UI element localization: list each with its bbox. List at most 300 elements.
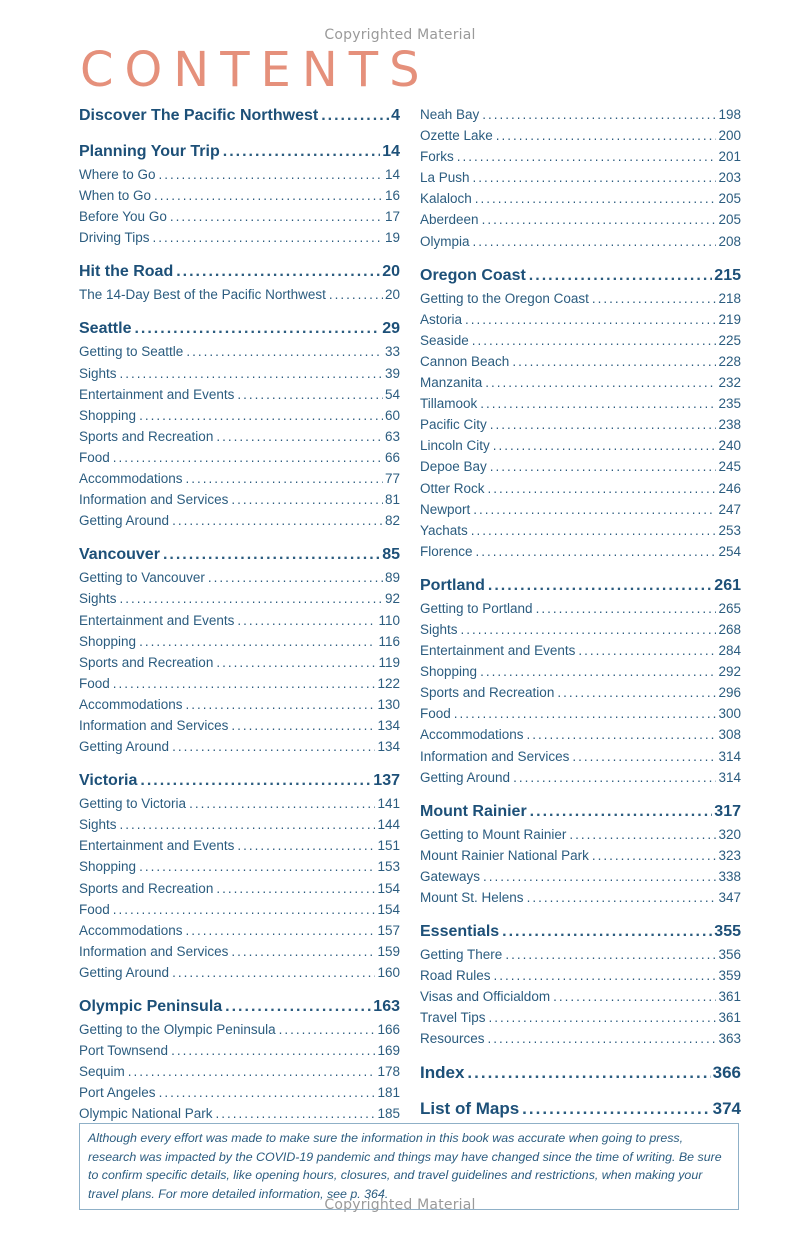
toc-entry-olympic-national-park[interactable] [79,1103,400,1124]
toc-label: Shopping [79,859,137,875]
toc-entry-newport[interactable] [420,499,741,520]
toc-section [79,543,400,757]
toc-page-number: 308 [718,727,741,743]
dot-leader [482,104,716,125]
toc-label: Essentials [420,923,500,941]
dot-leader [480,661,716,682]
toc-page-number: 338 [718,868,741,884]
toc-page-number: 4 [391,107,400,124]
dot-leader [476,541,717,562]
toc-page-number: 66 [384,449,400,465]
toc-entry-forks[interactable] [420,146,741,167]
toc-entry-sights[interactable] [420,619,741,640]
dot-leader [465,309,716,330]
toc-label: Manzanita [420,375,483,391]
toc-entry-sports-and-recreation[interactable] [79,878,400,899]
dot-leader [134,317,380,341]
toc-label: Depoe Bay [420,459,487,475]
dot-leader [223,140,380,164]
toc-entry-travel-tips[interactable] [420,1007,741,1028]
dot-leader [502,920,712,944]
toc-entry-sports-and-recreation[interactable] [79,426,400,447]
toc-label: Olympia [420,233,470,249]
dot-leader [505,944,716,965]
toc-label: La Push [420,170,470,186]
toc-page-number: 157 [377,922,400,938]
section-gap [420,562,741,574]
toc-page-number: 89 [384,570,400,586]
toc-entry-florence[interactable] [420,541,741,562]
toc-label: Tillamook [420,396,478,412]
toc-entry-where-to-go[interactable] [79,164,400,185]
toc-page-number: 219 [718,311,741,327]
toc-entry-information-and-services[interactable] [79,715,400,736]
dot-leader [216,652,376,673]
dot-leader [139,405,383,426]
toc-label: Getting to Mount Rainier [420,826,567,842]
toc-label: Mount Rainier National Park [420,847,589,863]
toc-entry-food[interactable] [79,899,400,920]
toc-label: Seattle [79,320,132,338]
toc-page-number: 347 [718,890,741,905]
toc-label: Florence [420,543,473,559]
toc-page-number: 82 [384,513,400,529]
toc-label: Sights [79,591,117,607]
toc-right-column [420,104,741,1122]
toc-entry-food[interactable] [79,447,400,468]
toc-page-number: 228 [718,353,741,369]
dot-leader [172,736,375,757]
toc-label: Victoria [79,772,138,790]
dot-leader [473,167,717,188]
toc-heading-victoria[interactable] [79,769,400,793]
toc-entry-getting-to-the-oregon-coast[interactable] [420,288,741,309]
toc-entry-neah-bay[interactable] [420,104,741,125]
section-gap [79,757,400,769]
toc-label: Information and Services [420,748,570,764]
watermark-top: Copyrighted Material [324,27,476,43]
toc-page-number: 29 [382,320,400,338]
toc-entry-depoe-bay[interactable] [420,456,741,477]
dot-leader [139,856,375,877]
toc-entry-entertainment-and-events[interactable] [79,610,400,631]
toc-entry-sights[interactable] [79,588,400,609]
toc-entry-shopping[interactable] [79,405,400,426]
toc-entry-information-and-services[interactable] [79,941,400,962]
toc-label: Shopping [79,633,137,649]
toc-page-number: 355 [714,923,741,941]
toc-label: List of Maps [420,1098,520,1118]
toc-page-number: 33 [384,344,400,360]
toc-page-number: 144 [377,817,400,833]
toc-label: The 14-Day Best of the Pacific Northwest [79,287,326,303]
toc-label: Neah Bay [420,107,480,122]
toc-page-number: 14 [382,143,400,160]
toc-label: Cannon Beach [420,353,510,369]
dot-leader [154,185,383,206]
toc-section [420,574,741,788]
toc-entry-sports-and-recreation[interactable] [79,652,400,673]
dot-leader [493,435,717,456]
toc-label: Sports and Recreation [79,428,214,444]
toc-entry-getting-to-vancouver[interactable] [79,567,400,588]
toc-entry-getting-to-seattle[interactable] [79,341,400,362]
toc-page-number: 63 [384,428,400,444]
dot-leader [473,231,717,252]
toc-heading-index[interactable] [420,1060,741,1086]
toc-entry-shopping[interactable] [79,631,400,652]
toc-page-number: 284 [718,643,741,659]
dot-leader [140,769,371,793]
dot-leader [490,414,717,435]
dot-leader [513,767,716,788]
dot-leader [159,1082,376,1103]
toc-page-number: 81 [384,492,400,508]
dot-leader [472,330,717,351]
toc-heading-mount-rainier[interactable] [420,800,741,824]
toc-entry-getting-to-victoria[interactable] [79,793,400,814]
toc-label: Forks [420,149,454,165]
toc-page-number: 218 [718,290,741,306]
toc-entry-shopping[interactable] [420,661,741,682]
dot-leader [171,1040,375,1061]
toc-heading-hit-the-road[interactable] [79,260,400,284]
toc-entry-port-townsend[interactable] [79,1040,400,1061]
toc-heading-planning-your-trip[interactable] [79,140,400,164]
toc-entry-accommodations[interactable] [79,694,400,715]
toc-entry-manzanita[interactable] [420,372,741,393]
section-gap [420,908,741,920]
toc-label: Getting to the Oregon Coast [420,290,589,306]
toc-label: Yachats [420,522,468,538]
toc-label: Shopping [79,407,137,423]
toc-page-number: 14 [384,167,400,182]
toc-entry-getting-around[interactable] [79,736,400,757]
disclaimer-note: Although every effort was made to make sure the information in this book was accurate when going to press, research was impacted by the COVID-19 pandemic and things may have changed since the time of writing. Be sure to confirm specific details, like opening hours, closures, and travel guidelines and restrictions, when making your travel plans. For more detailed information, see p. 364. [79,1123,739,1210]
toc-label: Information and Services [79,492,229,508]
toc-section [420,1096,741,1122]
dot-leader [216,878,375,899]
toc-page-number: 185 [377,1106,400,1122]
toc-entry-yachats[interactable] [420,520,741,541]
dot-leader [231,489,383,510]
toc-section [420,104,741,252]
dot-leader [186,920,376,941]
section-gap [79,128,400,140]
toc-entry-food[interactable] [79,673,400,694]
dot-leader [216,426,383,447]
dot-leader [128,1061,376,1082]
toc-label: Mount Rainier [420,802,527,820]
dot-leader [153,227,383,248]
dot-leader [329,284,383,305]
dot-leader [139,631,376,652]
dot-leader [120,363,383,384]
toc-label: Getting to Victoria [79,796,187,812]
toc-label: Kalaloch [420,191,472,207]
dot-leader [208,567,383,588]
dot-leader [231,941,375,962]
toc-heading-vancouver[interactable] [79,543,400,567]
toc-heading-essentials[interactable] [420,920,741,944]
dot-leader [489,1007,717,1028]
dot-leader [473,499,716,520]
toc-entry-before-you-go[interactable] [79,206,400,227]
toc-entry-seaside[interactable] [420,330,741,351]
toc-entry-accommodations[interactable] [420,724,741,745]
section-gap [420,788,741,800]
toc-heading-portland[interactable] [420,574,741,598]
toc-label: Resources [420,1031,485,1047]
toc-page-number: 201 [718,149,741,165]
toc-heading-olympic-peninsula[interactable] [79,995,400,1019]
toc-page-number: 19 [384,230,400,246]
toc-page-number: 225 [718,332,741,348]
toc-page-number: 119 [378,654,400,670]
dot-leader [490,456,717,477]
toc-page-number: 203 [718,170,741,186]
toc-label: Entertainment and Events [79,612,235,628]
toc-page-number: 240 [718,438,741,454]
toc-entry-lincoln-city[interactable] [420,435,741,456]
toc-entry-getting-there[interactable] [420,944,741,965]
toc-entry-kalaloch[interactable] [420,188,741,209]
toc-entry-food[interactable] [420,703,741,724]
toc-entry-olympia[interactable] [420,231,741,252]
toc-page-number: 200 [718,128,741,144]
toc-label: Ozette Lake [420,128,493,144]
toc-entry-sights[interactable] [79,814,400,835]
toc-entry-mount-st-helens[interactable] [420,887,741,908]
toc-page-number: 178 [377,1064,400,1080]
toc-entry-sights[interactable] [79,363,400,384]
toc-entry-la-push[interactable] [420,167,741,188]
toc-page-number: 253 [718,522,741,538]
toc-label: When to Go [79,188,152,204]
toc-page-number: 151 [377,838,400,854]
dot-leader [512,351,716,372]
toc-page-number: 205 [718,191,741,207]
toc-entry-shopping[interactable] [79,856,400,877]
toc-label: Visas and Officialdom [420,989,551,1005]
dot-leader [457,146,717,167]
toc-page-number: 20 [384,287,400,303]
section-gap [79,531,400,543]
dot-leader [475,188,717,209]
toc-entry-entertainment-and-events[interactable] [420,640,741,661]
toc-section [79,317,400,531]
toc-page-number: 235 [718,396,741,412]
dot-leader [471,520,717,541]
toc-label: Discover The Pacific Northwest [79,107,319,124]
toc-entry-cannon-beach[interactable] [420,351,741,372]
toc-page-number: 122 [377,675,400,691]
dot-leader [529,264,713,288]
toc-label: Port Angeles [79,1085,156,1101]
toc-page-number: 366 [712,1062,741,1082]
toc-label: Sights [79,817,117,833]
toc-label: Sports and Recreation [420,685,555,701]
dot-leader [163,543,380,567]
toc-label: Seaside [420,332,469,348]
toc-page-number: 363 [718,1031,741,1047]
toc-label: Sights [79,365,117,381]
toc-page-number: 20 [382,263,400,281]
dot-leader [231,715,375,736]
toc-entry-tillamook[interactable] [420,393,741,414]
toc-entry-resources[interactable] [420,1028,741,1049]
toc-label: Shopping [420,664,478,680]
toc-entry-driving-tips[interactable] [79,227,400,248]
dot-leader [488,478,717,499]
toc-entry-astoria[interactable] [420,309,741,330]
toc-label: Accommodations [79,696,183,712]
dot-leader [496,125,717,146]
toc-label: Getting There [420,947,503,963]
toc-entry-entertainment-and-events[interactable] [79,384,400,405]
toc-entry-road-rules[interactable] [420,965,741,986]
toc-entry-visas-and-officialdom[interactable] [420,986,741,1007]
watermark-bottom: Copyrighted Material [324,1197,476,1213]
toc-page-number: 314 [718,769,741,785]
toc-entry-getting-to-portland[interactable] [420,598,741,619]
toc-label: Food [79,449,110,465]
toc-heading-seattle[interactable] [79,317,400,341]
dot-leader [120,588,383,609]
section-gap [420,1050,741,1060]
dot-leader [557,682,716,703]
toc-entry-mount-rainier-national-park[interactable] [420,845,741,866]
toc-entry-gateways[interactable] [420,866,741,887]
toc-entry-getting-to-mount-rainier[interactable] [420,824,741,845]
toc-entry-pacific-city[interactable] [420,414,741,435]
toc-label: Entertainment and Events [79,838,235,854]
toc-section [79,104,400,128]
toc-page-number: 160 [377,964,400,980]
dot-leader [172,962,375,983]
toc-label: Food [79,901,110,917]
toc-section [79,140,400,248]
toc-page-number: 39 [384,365,400,381]
dot-leader [237,610,376,631]
toc-label: Astoria [420,311,463,327]
toc-heading-list-of-maps[interactable] [420,1096,741,1122]
dot-leader [159,164,383,185]
toc-entry-sports-and-recreation[interactable] [420,682,741,703]
toc-entry-aberdeen[interactable] [420,209,741,230]
dot-leader [553,986,716,1007]
dot-leader [572,746,716,767]
toc-page-number: 247 [718,501,741,517]
toc-page-number: 292 [718,664,741,680]
dot-leader [592,845,717,866]
toc-section [420,264,741,562]
toc-entry-accommodations[interactable] [79,920,400,941]
dot-leader [237,384,383,405]
toc-page-number: 323 [718,847,741,863]
toc-page-number: 153 [377,859,400,875]
toc-entry-accommodations[interactable] [79,468,400,489]
toc-page-number: 320 [718,826,741,842]
toc-entry-port-angeles[interactable] [79,1082,400,1103]
toc-page-number: 254 [718,543,741,559]
toc-label: Road Rules [420,968,491,984]
dot-leader [569,824,716,845]
dot-leader [189,793,375,814]
toc-label: Newport [420,501,471,517]
toc-page-number: 163 [373,998,400,1015]
toc-entry-entertainment-and-events[interactable] [79,835,400,856]
toc-entry-getting-to-the-olympic-peninsula[interactable] [79,1019,400,1040]
toc-page-number: 17 [384,209,400,225]
toc-label: Getting to Seattle [79,344,184,360]
toc-page-number: 169 [377,1043,400,1059]
toc-section [420,920,741,1049]
toc-entry-getting-around[interactable] [420,767,741,788]
dot-leader [480,393,716,414]
toc-entry-getting-around[interactable] [79,962,400,983]
dot-leader [113,899,376,920]
toc-entry-sequim[interactable] [79,1061,400,1082]
toc-page-number: 77 [384,471,400,487]
dot-leader [578,640,716,661]
toc-page-number: 205 [718,212,741,228]
toc-entry-ozette-lake[interactable] [420,125,741,146]
toc-label: Pacific City [420,417,487,433]
toc-page-number: 208 [718,233,741,249]
toc-label: Otter Rock [420,480,485,496]
dot-leader [186,468,383,489]
toc-label: Aberdeen [420,212,479,228]
toc-label: Accommodations [79,922,183,938]
toc-heading-discover-the-pacific-northwest[interactable] [79,104,400,128]
toc-label: Olympic National Park [79,1106,213,1122]
toc-label: Planning Your Trip [79,143,220,160]
dot-leader [186,341,383,362]
toc-entry-information-and-services[interactable] [420,746,741,767]
toc-entry-the-14-day-best-of-the-pacific-northwest[interactable] [79,284,400,305]
section-gap [79,983,400,995]
toc-page-number: 261 [714,576,741,594]
dot-leader [186,694,376,715]
toc-page-number: 198 [718,107,741,122]
toc-entry-information-and-services[interactable] [79,489,400,510]
toc-label: Portland [420,576,485,594]
toc-page-number: 246 [718,480,741,496]
toc-label: Sports and Recreation [79,654,214,670]
toc-label: Information and Services [79,943,229,959]
toc-entry-getting-around[interactable] [79,510,400,531]
toc-entry-otter-rock[interactable] [420,478,741,499]
toc-page-number: 16 [384,188,400,204]
toc-entry-when-to-go[interactable] [79,185,400,206]
toc-label: Getting Around [420,769,511,785]
toc-page-number: 130 [377,696,400,712]
toc-page-number: 110 [378,612,400,628]
toc-page-number: 317 [714,802,741,820]
toc-label: Gateways [420,868,481,884]
toc-page-number: 238 [718,417,741,433]
dot-leader [488,1028,717,1049]
toc-page-number: 154 [377,901,400,917]
section-gap [420,1086,741,1096]
toc-heading-oregon-coast[interactable] [420,264,741,288]
toc-section [79,260,400,305]
dot-leader [485,372,716,393]
dot-leader [113,447,383,468]
dot-leader [536,598,717,619]
dot-leader [530,800,713,824]
